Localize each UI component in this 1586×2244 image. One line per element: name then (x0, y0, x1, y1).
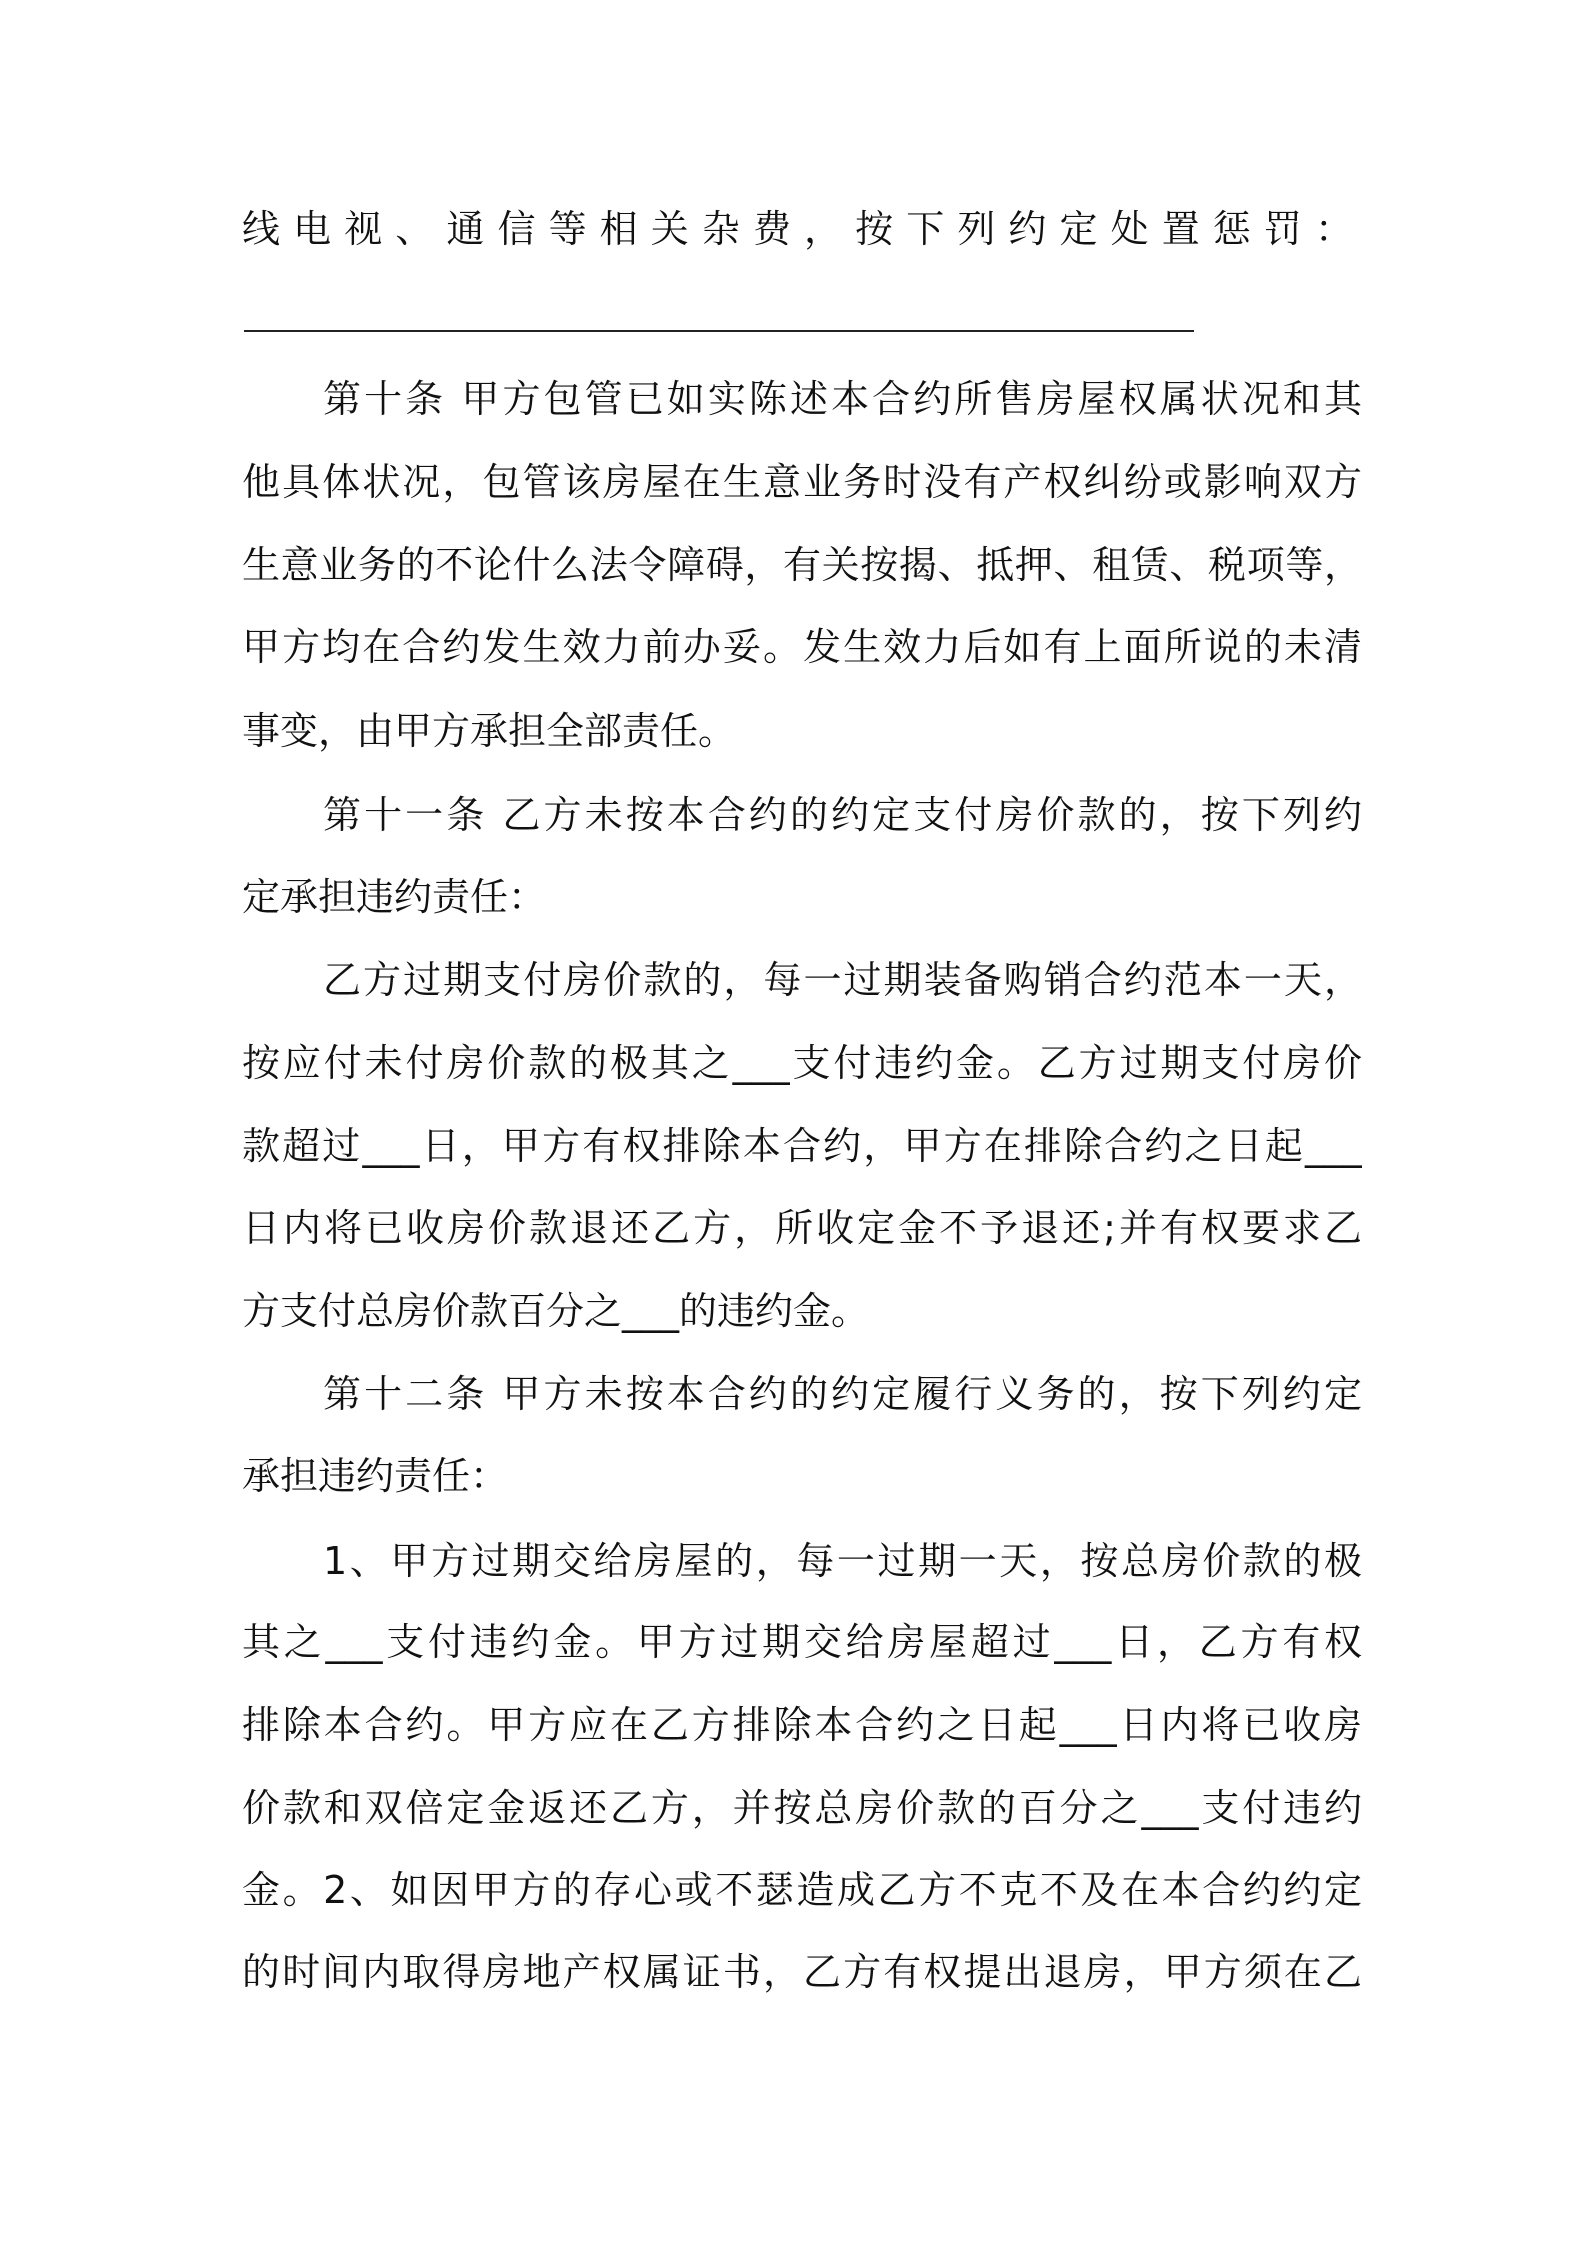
text-line: 生意业务的不论什么法令障碍，有关按揭、抵押、租赁、税项等， (242, 543, 1362, 587)
text-line: 第十条 甲方包管已如实陈述本合约所售房屋权属状况和其 (323, 377, 1362, 421)
text-line: 线电视、通信等相关杂费，按下列约定处置惩罚： (242, 207, 1362, 251)
text-line: 款超过___日，甲方有权排除本合约，甲方在排除合约之日起___ (242, 1124, 1362, 1168)
text-line: 1、甲方过期交给房屋的，每一过期一天，按总房价款的极 (323, 1539, 1362, 1583)
text-line: 第十一条 乙方未按本合约的约定支付房价款的，按下列约 (323, 793, 1362, 837)
text-line: 甲方均在合约发生效力前办妥。发生效力后如有上面所说的未清 (242, 625, 1362, 669)
text-line: 乙方过期支付房价款的，每一过期装备购销合约范本一天， (323, 958, 1362, 1002)
text-line: 日内将已收房价款退还乙方，所收定金不予退还;并有权要求乙 (242, 1206, 1362, 1250)
text-line: 事变，由甲方承担全部责任。 (242, 709, 737, 753)
text-line: 按应付未付房价款的极其之___支付违约金。乙方过期支付房价 (242, 1041, 1362, 1085)
text-line: 其之___支付违约金。甲方过期交给房屋超过___日，乙方有权 (242, 1620, 1362, 1664)
text-line: 第十二条 甲方未按本合约的约定履行义务的，按下列约定 (323, 1372, 1362, 1416)
text-line: 价款和双倍定金返还乙方，并按总房价款的百分之___支付违约 (242, 1786, 1362, 1830)
text-line: 排除本合约。甲方应在乙方排除本合约之日起___日内将已收房 (242, 1703, 1362, 1747)
text-line: 的时间内取得房地产权属证书，乙方有权提出退房，甲方须在乙 (242, 1950, 1362, 1994)
text-line: 定承担违约责任： (242, 875, 547, 919)
text-line: 他具体状况，包管该房屋在生意业务时没有产权纠纷或影响双方 (242, 460, 1362, 504)
text-line: 承担违约责任： (242, 1454, 509, 1498)
fill-in-blank-rule (244, 330, 1194, 332)
text-line: 方支付总房价款百分之___的违约金。 (242, 1289, 870, 1333)
text-line: 金。2、如因甲方的存心或不瑟造成乙方不克不及在本合约约定 (242, 1868, 1362, 1912)
